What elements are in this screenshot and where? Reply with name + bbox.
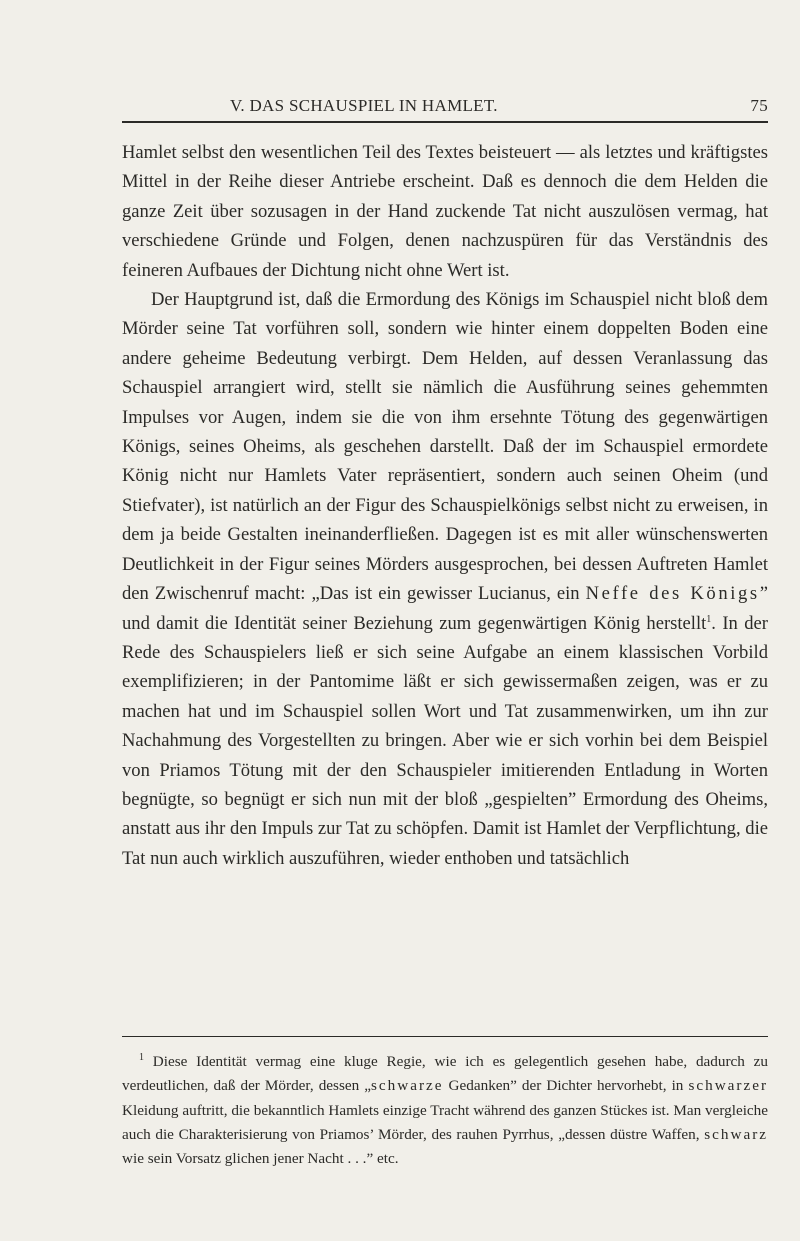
footnote-part-4: wie sein Vorsatz glichen jener Nacht . . .” etc. [122,1150,399,1168]
page-number: 75 [750,96,768,115]
footnote-part-3: Kleidung auftritt, die bekanntlich Hamlets einzige Tracht während des ganzen Stückes ist. Man vergleiche auch die Charakterisierung von Priamos’ Mörder, des rauhen Pyrrhus, „dessen düstre Waffen, [122,1101,768,1143]
footnote-part-2: Gedanken” der Dichter hervorhebt, in [443,1077,689,1095]
paragraph-2 [122,285,768,873]
footnote [122,1050,768,1171]
footnote-paragraph [122,1050,768,1171]
footnote-reference: 1 [706,613,712,625]
paragraph-2-part-3: . In der Rede des Schauspielers ließ er sich seine Aufgabe an einem klassischen Vorbild exemplifizieren; in der Pantomime läßt er sich gewissermaßen zeigen, was er zu machen hat und im Schauspiel sollen Wort und Tat zusammenwirken, um ihn zur Nachahmung des Vorgestellten zu bringen. Aber wie er sich vorhin bei dem Beispiel von Priamos Tötung mit der den Schauspieler imitierenden Entladung in Worten begnügte, so begnügt er sich nun mit der bloß „gespielten” Ermordung des Oheims, anstatt aus ihr den Impuls zur Tat zu schöpfen. Damit ist Hamlet der Verpflichtung, die Tat nun auch wirklich auszuführen, wieder enthoben und tatsächlich [122,612,768,869]
footnote-mark: 1 [139,1051,144,1063]
paragraph-1: Hamlet selbst den wesentlichen Teil des Textes beisteuert — als letztes und kräftigstes Mittel in der Reihe dieser Antriebe erscheint. Daß es dennoch die dem Helden die ganze Zeit über sozusagen in der Hand zuckende Tat nicht auszulösen vermag, hat verschiedene Gründe und Folgen, denen nachzuspüren für das Verständnis des feineren Aufbaues der Dichtung nicht ohne Wert ist. [122,142,768,281]
paragraph-2-part-1: Der Hauptgrund ist, daß die Ermordung des Königs im Schauspiel nicht bloß dem Mörder seine Tat vorführen soll, sondern wie hinter einem doppelten Boden eine andere geheime Bedeutung verbirgt. Dem Helden, auf dessen Veranlassung das Schauspiel arrangiert wird, stellt sie nämlich die Ausführung seines gehemmten Impulses vor Augen, indem sie die von ihm ersehnte Tötung des gegenwärtigen Königs, seines Oheims, als geschehen darstellt. Daß der im Schauspiel ermordete König nicht nur Hamlets Vater repräsentiert, sondern auch seinen Oheim (und Stiefvater), ist natürlich an der Figur des Schauspielkönigs selbst nicht zu erweisen, in dem ja beide Gestalten ineinanderfließen. Dagegen ist es mit aller wünschenswerten Deutlichkeit in der Figur seines Mörders ausgesprochen, bei dessen Auftreten Hamlet den Zwischenruf macht: „Das ist ein gewisser Lucianus, ein [122,289,768,605]
spaced-emphasis-schwarze: schwarze [371,1077,444,1095]
header-rule [122,121,768,123]
footnote-rule [122,1036,768,1037]
body-text [122,138,768,873]
paragraph-2-part-2: ” und damit die Identität seiner Beziehung zum gegenwärtigen König herstellt [122,583,768,634]
running-head [122,96,768,118]
spaced-emphasis-schwarz: schwarz [704,1125,768,1143]
spaced-emphasis-schwarzer: schwarzer [688,1077,769,1095]
running-head-title: V. DAS SCHAUSPIEL IN HAMLET. [230,96,498,115]
footnote-part-1: Diese Identität vermag eine kluge Regie, wie ich es gelegentlich gesehen habe, dadurch zu verdeutlichen, daß der Mörder, dessen „ [122,1053,769,1095]
spaced-emphasis-neffe: Neffe des Königs [585,583,760,605]
